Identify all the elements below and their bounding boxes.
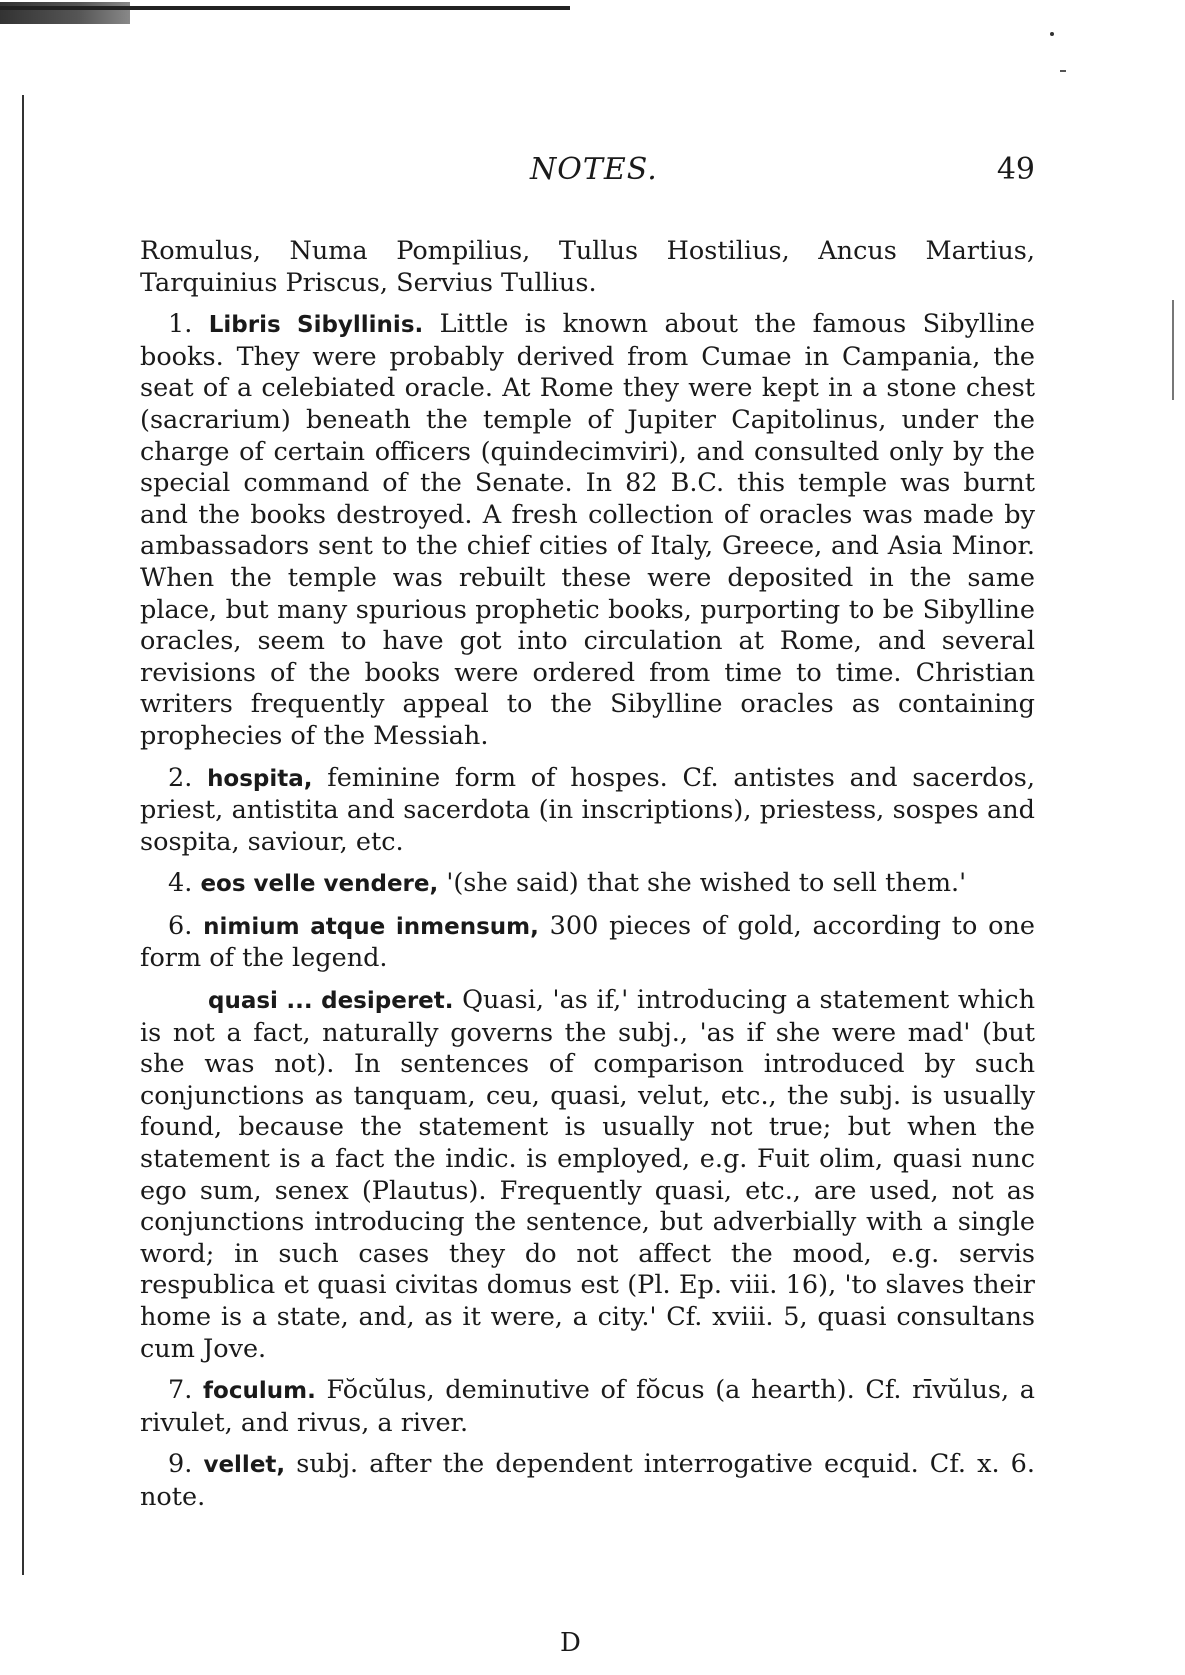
note-4 (140, 868, 1035, 901)
page-left-edge (22, 95, 24, 1575)
note-number: 6. (168, 910, 193, 941)
note-keyword: nimium atque inmensum, (203, 913, 539, 940)
signature-mark: D (560, 1628, 581, 1658)
note-7 (140, 1375, 1035, 1439)
scan-speck (1060, 70, 1066, 72)
note-number: 1. (168, 309, 193, 340)
note-number: 4. (168, 868, 193, 899)
page-number: 49 (996, 152, 1035, 187)
note-6-quasi (140, 985, 1035, 1365)
scan-speck (1050, 32, 1054, 36)
note-keyword: foculum. (203, 1378, 316, 1405)
note-6 (140, 911, 1035, 975)
note-text: 300 pieces of gold, according to one form of the legend. (140, 910, 1036, 974)
opening-paragraph: Romulus, Numa Pompilius, Tullus Hostilius, Ancus Martius, Tarquinius Priscus, Servius Tullius. (140, 236, 1035, 298)
note-2 (140, 763, 1035, 859)
note-number: 7. (168, 1375, 193, 1406)
note-number: 9. (168, 1449, 193, 1480)
note-text: subj. after the dependent interrogative ecquid. Cf. x. 6. note. (140, 1449, 1035, 1512)
note-keyword: eos velle vendere, (200, 871, 439, 898)
note-9 (140, 1449, 1035, 1513)
note-keyword: Libris Sibyllinis. (208, 312, 424, 339)
note-text: '(she said) that she wished to sell them.' (446, 868, 967, 899)
note-keyword: vellet, (203, 1452, 286, 1479)
note-text: Quasi, 'as if,' introducing a statement which is not a fact, naturally governs the subj., 'as if she were mad' (but she was not). In sentences of comparison introduced by such conjunctions as tanquam, ceu, quasi, velut, etc., the subj. is usually found, because the statement is usually not true; but when the statement is a fact the indic. is employed, e.g. Fuit olim, quasi nunc ego sum, senex (Plautus). Frequently quasi, etc., are used, not as conjunctions introducing the sentence, but adverbially with a single word; in such cases they do not affect the mood, e.g. servis respublica et quasi civitas domus est (Pl. Ep. viii. 16), 'to slaves their home is a state, and, as it were, a city.' Cf. xviii. 5, quasi consultans cum Jove. (140, 985, 1035, 1364)
top-rule (0, 6, 570, 10)
notes-body (140, 236, 1035, 1524)
note-text: Little is known about the famous Sibylline books. They were probably derived from Cumae in Campania, the seat of a celebiated oracle. At Rome they were kept in a stone chest (sacrarium) beneath the temple of Jupiter Capitolinus, under the charge of certain officers (quindecimviri), and consulted only by the special command of the Senate. In 82 B.C. this temple was burnt and the books destroyed. A fresh collection of oracles was made by ambassadors sent to the chief cities of Italy, Greece, and Asia Minor. When the temple was rebuilt these were deposited in the same place, but many spurious prophetic books, purporting to be Sibylline oracles, seem to have got into circulation at Rome, and several revisions of the books were ordered from time to time. Christian writers frequently appeal to the Sibylline oracles as containing prophecies of the Messiah. (140, 309, 1036, 751)
note-text: Fŏcŭlus, deminutive of fŏcus (a hearth). Cf. rīvŭlus, a rivulet, and rivus, a river. (140, 1375, 1036, 1438)
page-title: NOTES. (530, 152, 658, 187)
scan-right-mark (1172, 300, 1174, 400)
note-text: feminine form of hospes. Cf. antistes and sacerdos, priest, antistita and sacerdota (in inscriptions), priestess, sospes and sospita, saviour, etc. (140, 762, 1035, 857)
note-keyword: quasi ... desiperet. (208, 988, 454, 1015)
running-header (140, 152, 1035, 196)
note-number: 2. (168, 762, 193, 793)
note-keyword: hospita, (207, 765, 313, 792)
note-1 (140, 309, 1035, 752)
